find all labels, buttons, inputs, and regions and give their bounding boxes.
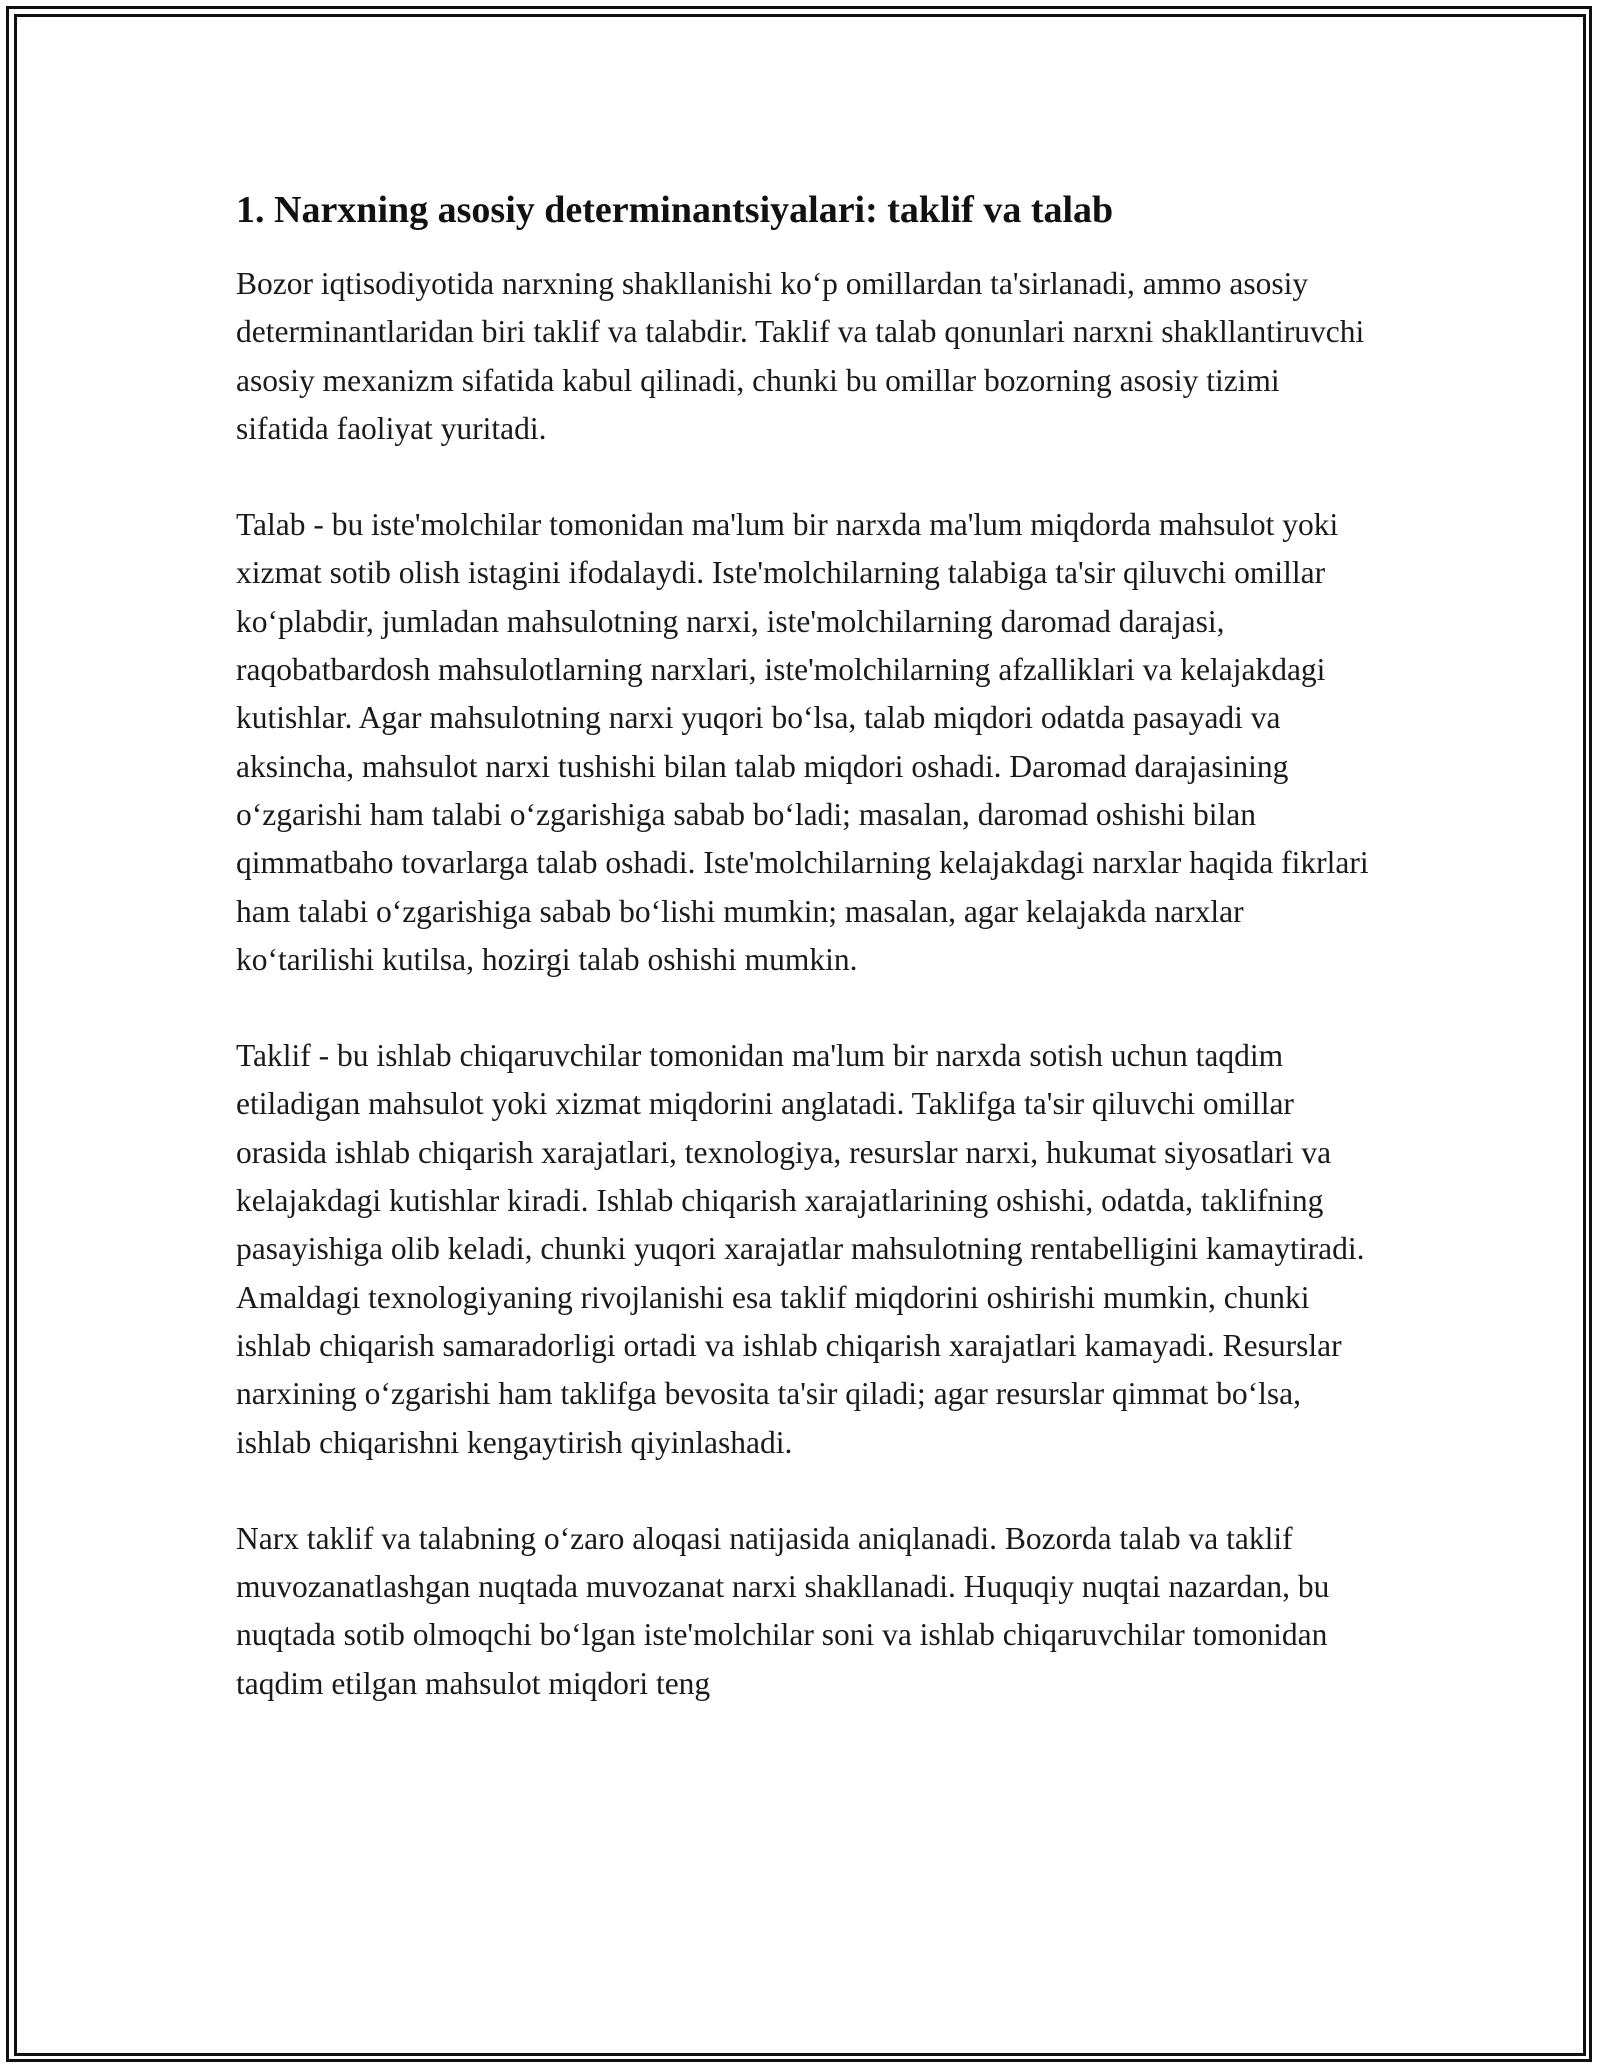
document-body: [236, 186, 1376, 1756]
paragraph-supply: Taklif - bu ishlab chiqaruvchilar tomonidan ma'lum bir narxda sotish uchun taqdim etiladigan mahsulot yoki xizmat miqdorini anglatadi. Taklifga ta'sir qiluvchi omillar orasida ishlab chiqarish xarajatlari, texnologiya, resurslar narxi, hukumat siyosatlari va kelajakdagi kutishlar kiradi. Ishlab chiqarish xarajatlarining oshishi, odatda, taklifning pasayishiga olib keladi, chunki yuqori xarajatlar mahsulotning rentabelligini kamaytiradi. Amaldagi texnologiyaning rivojlanishi esa taklif miqdorini oshirishi mumkin, chunki ishlab chiqarish samaradorligi ortadi va ishlab chiqarish xarajatlari kamayadi. Resurslar narxining oʻzgarishi ham taklifga bevosita ta'sir qiladi; agar resurslar qimmat boʻlsa, ishlab chiqarishni kengaytirish qiyinlashadi.: [236, 1038, 1365, 1460]
paragraph-intro: Bozor iqtisodiyotida narxning shakllanishi koʻp omillardan ta'sirlanadi, ammo asosiy determinantlaridan biri taklif va talabdir. Taklif va talab qonunlari narxni shakllantiruvchi asosiy mexanizm sifatida kabul qilinadi, chunki bu omillar bozorning asosiy tizimi sifatida faoliyat yuritadi.: [236, 266, 1365, 446]
paragraph-demand: Talab - bu iste'molchilar tomonidan ma'lum bir narxda ma'lum miqdorda mahsulot yoki xizmat sotib olish istagini ifodalaydi. Iste'molchilarning talabiga ta'sir qiluvchi omillar koʻplabdir, jumladan mahsulotning narxi, iste'molchilarning daromad darajasi, raqobatbardosh mahsulotlarning narxlari, iste'molchilarning afzalliklari va kelajakdagi kutishlar. Agar mahsulotning narxi yuqori boʻlsa, talab miqdori odatda pasayadi va aksincha, mahsulot narxi tushishi bilan talab miqdori oshadi. Daromad darajasining oʻzgarishi ham talabi oʻzgarishiga sabab boʻladi; masalan, daromad oshishi bilan qimmatbaho tovarlarga talab oshadi. Iste'molchilarning kelajakdagi narxlar haqida fikrlari ham talabi oʻzgarishiga sabab boʻlishi mumkin; masalan, agar kelajakda narxlar koʻtarilishi kutilsa, hozirgi talab oshishi mumkin.: [236, 507, 1369, 977]
paragraph-equilibrium: Narx taklif va talabning oʻzaro aloqasi natijasida aniqlanadi. Bozorda talab va taklif muvozanatlashgan nuqtada muvozanat narxi shakllanadi. Huquqiy nuqtai nazardan, bu nuqtada sotib olmoqchi boʻlgan iste'molchilar soni va ishlab chiqaruvchilar tomonidan taqdim etilgan mahsulot miqdori teng: [236, 1520, 1330, 1701]
section-heading: 1. Narxning asosiy determinantsiyalari: taklif va talab: [236, 189, 1114, 231]
